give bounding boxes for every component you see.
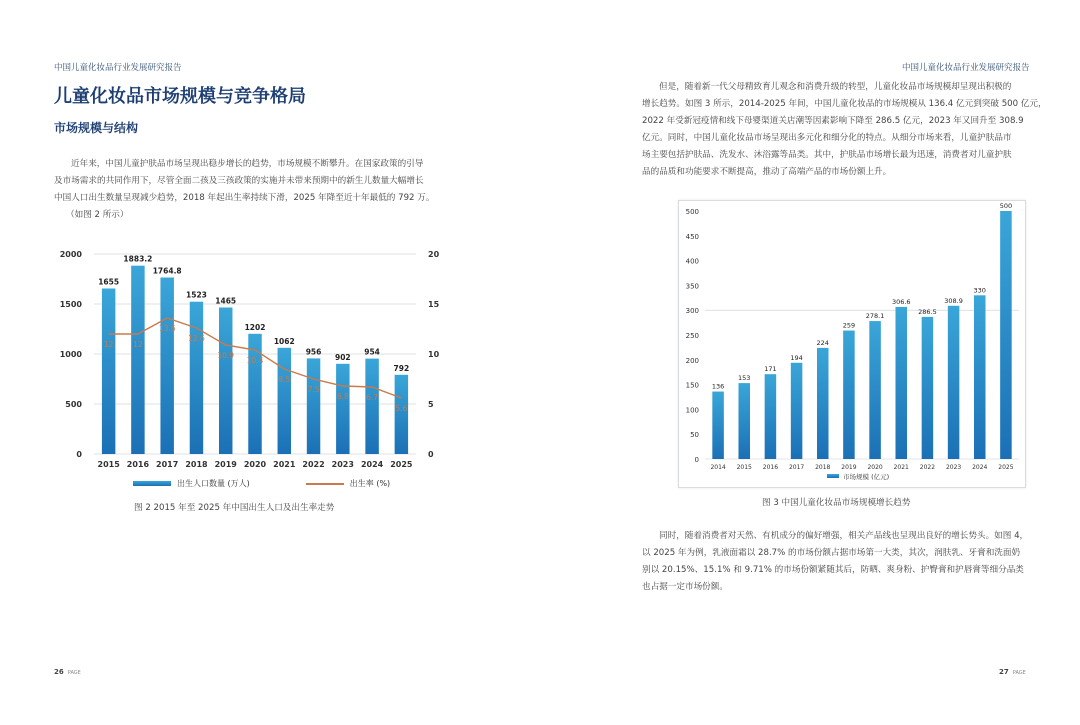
bar <box>765 374 777 459</box>
bar-data-label: 1883.2 <box>123 254 153 264</box>
x-tick-label: 2023 <box>331 460 354 469</box>
paragraph-line: 同时，随着消费者对天然、有机成分的偏好增强，相关产品线也呈现出良好的增长势头。如图 4， <box>659 531 1029 541</box>
legend-label: 出生人口数量 (万人) <box>177 479 250 488</box>
y-tick-label: 350 <box>685 282 699 291</box>
line-data-label: 7.5 <box>307 385 320 394</box>
running-header: 中国儿童化妆品行业发展研究报告 <box>902 63 1030 73</box>
bar <box>922 317 934 459</box>
x-tick-label: 2022 <box>919 464 936 471</box>
line-data-label: 12 <box>133 340 143 349</box>
x-tick-label: 2023 <box>945 464 962 471</box>
page-number-value: 26 <box>54 668 64 676</box>
bar <box>190 302 203 454</box>
y-tick-label: 0 <box>694 456 699 464</box>
bar-data-label: 1764.8 <box>152 266 182 276</box>
bar <box>395 375 408 454</box>
x-tick-label: 2018 <box>815 464 831 471</box>
bar-data-label: 956 <box>305 347 322 357</box>
y-left-tick-label: 500 <box>65 400 82 409</box>
legend-label: 出生率 (%) <box>349 479 391 488</box>
bar <box>738 383 750 459</box>
bar <box>791 363 803 459</box>
line-data-label: 6.7 <box>366 393 379 402</box>
bar <box>217 308 235 455</box>
x-tick-label: 2014 <box>710 464 726 471</box>
bar <box>336 364 349 454</box>
paragraph-line: 别以 20.15%、15.1% 和 9.71% 的市场份额紧随其后，防晒、爽身粉、护臀膏和护唇膏等细分品类 <box>642 565 1024 575</box>
bar <box>817 348 829 459</box>
bar-data-label: 171 <box>764 365 777 374</box>
legend-bar-swatch <box>133 481 171 486</box>
bar-data-label: 136 <box>711 382 725 391</box>
line-data-label: 6.8 <box>336 392 349 401</box>
x-tick-label: 2025 <box>390 460 413 469</box>
bar-data-label: 330 <box>973 286 986 295</box>
x-tick-label: 2022 <box>302 460 325 469</box>
paragraph-line: （如图 2 所示） <box>66 210 129 220</box>
section-subtitle: 市场规模与结构 <box>54 121 139 135</box>
bar-data-label: 286.5 <box>918 307 937 316</box>
y-tick-label: 500 <box>685 208 699 216</box>
bar-data-label: 1655 <box>98 277 120 287</box>
y-right-tick-label: 0 <box>428 450 434 459</box>
x-tick-label: 2015 <box>736 464 752 471</box>
paragraph-line: 近年来，中国儿童护肤品市场呈现出稳步增长的趋势，市场规模不断攀升。在国家政策的引导 <box>71 159 424 169</box>
bar-data-label: 792 <box>393 363 410 373</box>
page-number-value: 27 <box>999 668 1009 676</box>
x-tick-label: 2020 <box>243 460 267 469</box>
line-data-label: 12.6 <box>188 334 205 343</box>
x-tick-label: 2025 <box>998 464 1014 471</box>
y-right-tick-label: 20 <box>428 250 440 259</box>
bar <box>131 266 144 454</box>
bar <box>948 306 960 459</box>
bar <box>1000 211 1012 459</box>
paragraph-line: 2022 年受新冠疫情和线下母婴渠道关店潮等因素影响下降至 286.5 亿元，2023 年又回升至 308.9 <box>642 116 1024 126</box>
market-paragraph <box>642 79 1062 181</box>
y-tick-label: 200 <box>685 356 699 365</box>
x-tick-label: 2019 <box>841 464 857 471</box>
bar-data-label: 1062 <box>273 336 295 346</box>
y-tick-label: 300 <box>685 307 699 316</box>
paragraph-line: 品的品质和功能要求不断提高，推动了高端产品的市场份额上升。 <box>642 167 892 177</box>
bar <box>895 307 907 459</box>
line-data-label: 10.9 <box>217 351 235 360</box>
y-tick-label: 100 <box>685 406 699 415</box>
bar <box>712 392 724 459</box>
y-right-tick-label: 15 <box>428 300 440 309</box>
x-tick-label: 2017 <box>156 460 179 469</box>
bar-data-label: 1465 <box>215 296 237 306</box>
x-tick-label: 2016 <box>762 464 779 471</box>
paragraph-line: 场主要包括护肤品、洗发水、沐浴露等品类。其中，护肤品市场增长最为迅速，消费者对儿童护肤 <box>642 150 1012 160</box>
figure-caption: 图 2 2015 年至 2025 年中国出生人口及出生率走势 <box>134 503 335 513</box>
share-paragraph <box>642 528 1062 596</box>
paragraph-line: 亿元。同时，中国儿童化妆品市场呈现出多元化和细分化的特点。从细分市场来看，儿童护肤品市 <box>642 133 1012 143</box>
market-chart-frame <box>678 200 1026 488</box>
bar <box>248 334 261 454</box>
page-tag: PAGE <box>1012 670 1026 676</box>
line-data-label: 5.6 <box>395 404 408 413</box>
legend-swatch <box>827 474 839 478</box>
birth-chart <box>54 240 454 470</box>
y-tick-label: 150 <box>685 381 699 390</box>
page-title: 儿童化妆品市场规模与竞争格局 <box>54 86 306 107</box>
intro-paragraph <box>54 156 474 224</box>
chart-legend <box>827 472 889 481</box>
line-data-label: 8.5 <box>278 375 291 384</box>
line-data-label: 13.6 <box>158 324 176 333</box>
y-left-tick-label: 2000 <box>59 250 82 259</box>
running-header: 中国儿童化妆品行业发展研究报告 <box>54 63 182 73</box>
y-left-tick-label: 1000 <box>59 350 82 359</box>
bar-data-label: 259 <box>842 321 856 330</box>
bar <box>869 321 881 459</box>
bar-data-label: 1523 <box>186 290 207 300</box>
y-right-tick-label: 10 <box>428 350 440 359</box>
x-tick-label: 2024 <box>972 464 988 471</box>
bar-data-label: 306.6 <box>891 297 911 306</box>
bar <box>160 278 173 454</box>
x-tick-label: 2015 <box>97 460 120 469</box>
bar <box>365 359 378 454</box>
bar-data-label: 1202 <box>244 322 266 332</box>
page-number <box>54 668 81 676</box>
x-tick-label: 2019 <box>214 460 237 469</box>
x-tick-label: 2024 <box>360 460 384 469</box>
chart-legend <box>133 478 390 489</box>
bar <box>974 295 986 459</box>
y-left-tick-label: 1500 <box>59 300 82 309</box>
legend-line-swatch <box>306 483 344 485</box>
bar <box>278 348 291 454</box>
paragraph-line: 及市场需求的共同作用下，尽管全面二孩及三孩政策的实施并未带来预期中的新生儿数量大幅增长 <box>54 176 424 186</box>
bar-data-label: 153 <box>738 374 751 383</box>
bar-data-label: 308.9 <box>944 296 963 305</box>
x-tick-label: 2021 <box>273 460 296 469</box>
bar-data-label: 224 <box>816 338 829 347</box>
paragraph-line: 中国人口出生数量呈现减少趋势，2018 年起出生率持续下滑，2025 年降至近十年最低的 792 万。 <box>54 193 435 203</box>
paragraph-line: 但是，随着新一代父母精致育儿观念和消费升级的转型，儿童化妆品市场规模却呈现出积极的 <box>659 82 1012 92</box>
paragraph-line: 增长趋势。如图 3 所示，2014-2025 年间，中国儿童化妆品的市场规模从 136.4 亿元到突破 500 亿元， <box>642 99 1047 109</box>
line-data-label: 12 <box>103 340 114 349</box>
line-data-label: 10.4 <box>246 356 264 365</box>
y-right-tick-label: 5 <box>428 400 434 409</box>
bar-data-label: 278.1 <box>865 312 885 321</box>
y-tick-label: 50 <box>690 431 699 440</box>
bar-data-label: 194 <box>790 353 803 362</box>
bar <box>843 331 855 459</box>
paragraph-line: 也占据一定市场份额。 <box>642 582 728 592</box>
y-tick-label: 400 <box>685 257 699 266</box>
paragraph-line: 以 2025 年为例，乳液面霜以 28.7% 的市场份额占据市场第一大类，其次，润肤乳、牙膏和洗面奶 <box>642 548 1021 558</box>
bar-data-label: 902 <box>334 352 351 362</box>
y-tick-label: 450 <box>685 232 699 241</box>
x-tick-label: 2020 <box>867 464 883 471</box>
x-tick-label: 2018 <box>185 460 208 469</box>
legend-label: 市场规模 (亿元) <box>843 473 890 481</box>
figure-caption: 图 3 中国儿童化妆品市场规模增长趋势 <box>762 498 911 508</box>
x-tick-label: 2021 <box>893 464 909 471</box>
x-tick-label: 2016 <box>126 460 150 469</box>
market-chart <box>679 201 1025 487</box>
bar <box>102 289 115 455</box>
bar-data-label: 500 <box>999 202 1013 210</box>
x-tick-label: 2017 <box>788 464 805 471</box>
bar <box>307 358 320 454</box>
y-tick-label: 250 <box>685 332 699 340</box>
page-number <box>999 668 1026 676</box>
y-left-tick-label: 0 <box>76 450 82 459</box>
bar-data-label: 954 <box>364 347 380 357</box>
page-tag: PAGE <box>67 670 81 676</box>
